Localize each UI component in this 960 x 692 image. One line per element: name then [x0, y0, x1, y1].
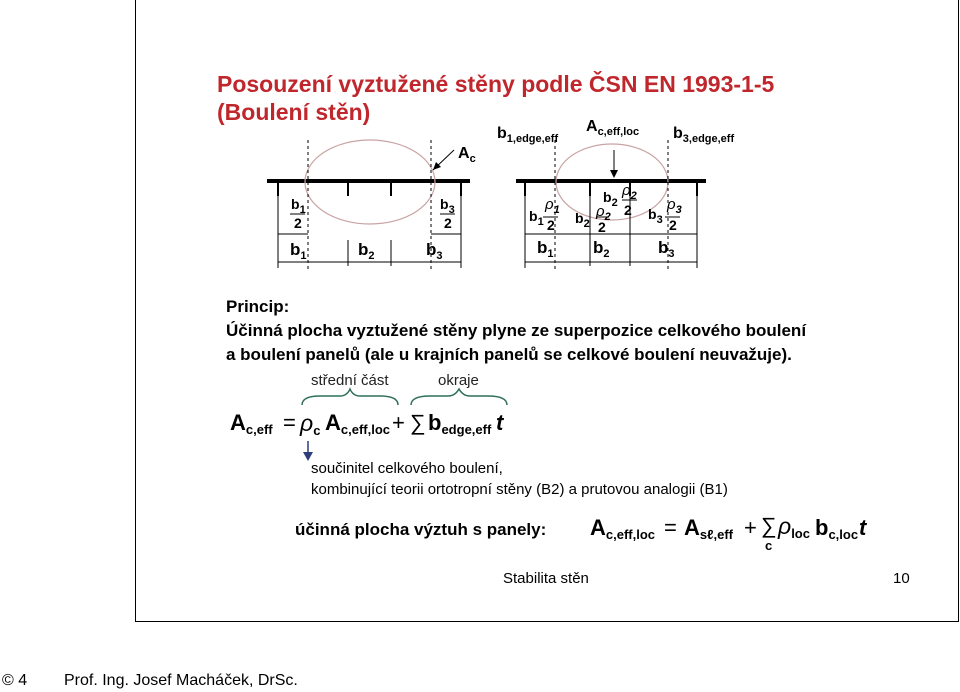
formula2-As-eff: $A_{s\ell,eff}$ — [684, 515, 733, 542]
right-b3: $b_3$ — [658, 238, 675, 260]
formula1-Ac-eff-loc: $A_{c,eff,loc}$ — [325, 410, 391, 437]
page-footer-author: Prof. Ing. Josef Macháček, DrSc. — [64, 672, 298, 689]
label-Ac-eff-loc: $A_{c,eff,loc}$ — [586, 118, 640, 138]
rho2-b-den: 2 — [624, 202, 632, 218]
right-b2-top: $b_2$ — [603, 189, 618, 209]
formula2-rho-loc: $\rho_{loc}$ — [778, 513, 810, 541]
note-line2: kombinující teorii ortotropní stěny (B2) a prutovou analogii (B1) — [311, 481, 728, 498]
label-b1-edge-eff: $b_{1,edge,eff}$ — [497, 125, 559, 145]
formula2-b-c-loc: $b_{c,loc}$ — [815, 515, 859, 542]
rho2-a-den: 2 — [598, 219, 606, 235]
slide-title-line1: Posouzení vyztužené stěny podle ČSN EN 1993-1-5 — [217, 71, 775, 97]
left-b2: $b_2$ — [358, 240, 375, 262]
formula2-Ac-eff-loc: $A_{c,eff,loc}$ — [590, 515, 656, 542]
slide-title-line2: (Boulení stěn) — [217, 99, 371, 125]
formula1-t: t — [496, 410, 504, 435]
rho3-den: 2 — [669, 217, 677, 233]
formula1-rho-c: $\rho_c$ — [300, 410, 321, 438]
formula-Ac-eff: $A_{c,eff}$ — [230, 410, 273, 437]
half-b1-num: $b_1$ — [291, 196, 306, 216]
rho2-b: $\rho_2$ — [622, 182, 637, 202]
label-b3-edge-eff: $b_{3,edge,eff}$ — [673, 125, 735, 145]
brace-label-edges: okraje — [438, 372, 479, 389]
half-b3-num: $b_3$ — [440, 196, 455, 216]
label-Ac: $A_c$ — [458, 145, 476, 165]
brace-label-middle: střední část — [311, 372, 389, 389]
formula2-t: t — [859, 515, 867, 540]
principle-line1: Účinná plocha vyztužené stěny plyne ze superpozice celkového boulení — [226, 321, 807, 340]
right-b1: $b_1$ — [537, 238, 554, 260]
slide-page-number: 10 — [893, 570, 910, 587]
rho3: $\rho_3$ — [667, 196, 682, 216]
note-line1: součinitel celkového boulení, — [311, 460, 503, 477]
rho1-den: 2 — [547, 217, 555, 233]
principle-line2: a boulení panelů (ale u krajních panelů se celkové boulení neuvažuje). — [226, 345, 792, 364]
right-b2: $b_2$ — [593, 238, 610, 260]
formula2-sum-sub: c — [765, 538, 773, 553]
slide-footer-text: Stabilita stěn — [503, 570, 589, 587]
formula2-eq: = — [664, 515, 677, 540]
right-b1-small: $b_1$ — [529, 208, 544, 228]
formula2-sum: ∑ — [761, 513, 777, 538]
formula1-b-edge-eff: $b_{edge,eff}$ — [428, 410, 492, 437]
half-b1-den: 2 — [294, 215, 302, 231]
page-footer-copyright: © 4 — [2, 672, 28, 689]
formula2-plus: + — [744, 515, 757, 540]
right-b2-small-a: $b_2$ — [575, 210, 590, 230]
formula1-plus: + — [392, 410, 405, 435]
formula2-label: účinná plocha výztuh s panely: — [295, 520, 547, 539]
left-b1: $b_1$ — [290, 240, 307, 262]
left-b3: $b_3$ — [426, 240, 443, 262]
right-b3-small: $b_3$ — [648, 206, 663, 226]
half-b3-den: 2 — [444, 215, 452, 231]
rho1: $\rho_1$ — [545, 196, 560, 216]
principle-heading: Princip: — [226, 297, 290, 316]
formula1-sum: ∑ — [410, 410, 426, 435]
rho2-a: $\rho_2$ — [596, 203, 611, 223]
formula1-eq: = — [283, 410, 296, 435]
